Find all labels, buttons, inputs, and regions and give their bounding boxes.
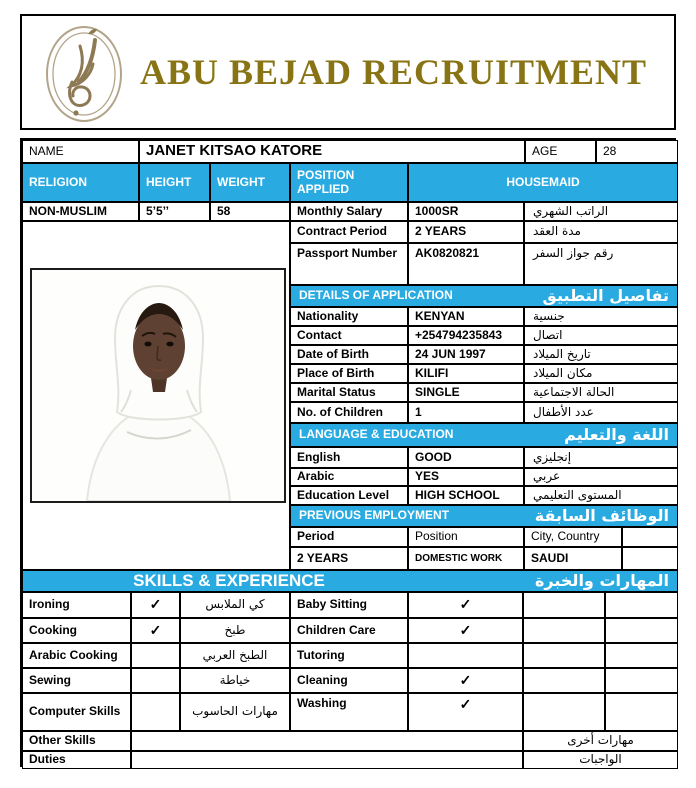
employment-section-bar: [290, 505, 678, 527]
other-skills-arabic: مهارات أخرى: [523, 731, 678, 751]
other-skills-label: Other Skills: [22, 731, 131, 751]
skill-left-checkmark: [131, 693, 180, 731]
education-level-value: HIGH SCHOOL: [408, 486, 524, 505]
place-of-birth-label: Place of Birth: [290, 364, 408, 383]
city-column-header: City, Country: [524, 527, 622, 547]
skill-right-label: Tutoring: [290, 643, 408, 668]
skill-right-label: Cleaning: [290, 668, 408, 693]
nationality-arabic: جنسية: [524, 307, 678, 326]
skill-right-checkmark: [408, 643, 523, 668]
employment-section-title-ar: الوظائف السابقة: [534, 506, 669, 526]
height-value: 5’5’’: [139, 202, 210, 221]
age-value: 28: [596, 140, 678, 163]
language-section-title-en: LANGUAGE & EDUCATION: [299, 427, 454, 442]
skill-empty-cell: [605, 668, 678, 693]
language-section-title-ar: اللغة والتعليم: [564, 425, 669, 445]
skill-right-label: Baby Sitting: [290, 592, 408, 618]
monthly-salary-label: Monthly Salary: [290, 202, 408, 221]
education-level-arabic: المستوى التعليمي: [524, 486, 678, 505]
applicant-photo: [30, 268, 286, 503]
contract-period-label: Contract Period: [290, 221, 408, 243]
date-of-birth-label: Date of Birth: [290, 345, 408, 364]
children-label: No. of Children: [290, 402, 408, 423]
english-arabic: إنجليزي: [524, 447, 678, 468]
nationality-value: KENYAN: [408, 307, 524, 326]
monthly-salary-value: 1000SR: [408, 202, 524, 221]
marital-status-arabic: الحالة الاجتماعية: [524, 383, 678, 402]
english-label: English: [290, 447, 408, 468]
place-of-birth-value: KILIFI: [408, 364, 524, 383]
skill-empty-cell: [523, 668, 605, 693]
date-of-birth-arabic: تاريخ الميلاد: [524, 345, 678, 364]
age-label: AGE: [525, 140, 596, 163]
skill-empty-cell: [605, 693, 678, 731]
religion-value: NON-MUSLIM: [22, 202, 139, 221]
religion-header: RELIGION: [22, 163, 139, 202]
contact-arabic: اتصال: [524, 326, 678, 345]
details-section-title-en: DETAILS OF APPLICATION: [299, 288, 453, 303]
skill-left-label: Arabic Cooking: [22, 643, 131, 668]
employment-section-title-en: PREVIOUS EMPLOYMENT: [299, 508, 450, 523]
passport-number-arabic: رقم جواز السفر: [524, 243, 678, 285]
skill-empty-cell: [523, 693, 605, 731]
skill-left-checkmark: ✓: [131, 618, 180, 643]
skill-empty-cell: [523, 592, 605, 618]
other-skills-value: [131, 731, 523, 751]
employment-period-value: 2 YEARS: [290, 547, 408, 570]
education-level-label: Education Level: [290, 486, 408, 505]
marital-status-label: Marital Status: [290, 383, 408, 402]
contact-value: +254794235843: [408, 326, 524, 345]
header: [20, 14, 676, 130]
name-value: JANET KITSAO KATORE: [139, 140, 525, 163]
skills-section-title-ar: المهارات والخبرة: [534, 571, 669, 591]
applicant-portrait-illustration: [32, 270, 284, 501]
skill-left-arabic: مهارات الحاسوب: [180, 693, 290, 731]
position-column-header: Position: [408, 527, 524, 547]
details-section-title-ar: تفاصيل التطبيق: [542, 286, 669, 306]
marital-status-value: SINGLE: [408, 383, 524, 402]
passport-number-value: AK0820821: [408, 243, 524, 285]
duties-value: [131, 751, 523, 769]
height-header: HEIGHT: [139, 163, 210, 202]
skill-right-label: Washing: [290, 693, 408, 731]
skill-left-arabic: الطبخ العربي: [180, 643, 290, 668]
weight-value: 58: [210, 202, 290, 221]
contract-period-arabic: مدة العقد: [524, 221, 678, 243]
skill-right-checkmark: ✓: [408, 592, 523, 618]
name-label: NAME: [22, 140, 139, 163]
company-title: ABU BEJAD RECRUITMENT: [140, 52, 648, 92]
skill-right-checkmark: ✓: [408, 693, 523, 731]
bio-data-table: [20, 138, 676, 767]
skill-empty-cell: [523, 643, 605, 668]
skill-right-checkmark: ✓: [408, 668, 523, 693]
children-arabic: عدد الأطفال: [524, 402, 678, 423]
position-applied-header: POSITION APPLIED: [290, 163, 408, 202]
skill-left-arabic: خياطة: [180, 668, 290, 693]
contact-label: Contact: [290, 326, 408, 345]
company-logo-icon: [38, 22, 130, 126]
skill-empty-cell: [605, 618, 678, 643]
employment-position-value: DOMESTIC WORK: [408, 547, 524, 570]
employment-header-empty-cell: [622, 527, 678, 547]
weight-header: WEIGHT: [210, 163, 290, 202]
skill-left-checkmark: [131, 668, 180, 693]
skills-section-bar: [22, 570, 678, 592]
skill-left-checkmark: ✓: [131, 592, 180, 618]
duties-arabic: الواجبات: [523, 751, 678, 769]
skill-empty-cell: [523, 618, 605, 643]
nationality-label: Nationality: [290, 307, 408, 326]
arabic-arabic: عربي: [524, 468, 678, 486]
monthly-salary-arabic: الراتب الشهري: [524, 202, 678, 221]
skill-empty-cell: [605, 592, 678, 618]
skill-left-arabic: طبخ: [180, 618, 290, 643]
contract-period-value: 2 YEARS: [408, 221, 524, 243]
children-value: 1: [408, 402, 524, 423]
skill-right-label: Children Care: [290, 618, 408, 643]
passport-number-label: Passport Number: [290, 243, 408, 285]
skill-right-checkmark: ✓: [408, 618, 523, 643]
language-section-bar: [290, 423, 678, 447]
skill-left-checkmark: [131, 643, 180, 668]
skills-section-title-en: SKILLS & EXPERIENCE: [133, 570, 325, 590]
employment-city-value: SAUDI: [524, 547, 622, 570]
details-section-bar: [290, 285, 678, 307]
skill-left-label: Ironing: [22, 592, 131, 618]
photo-cell: [22, 221, 290, 570]
skill-left-label: Computer Skills: [22, 693, 131, 731]
arabic-value: YES: [408, 468, 524, 486]
place-of-birth-arabic: مكان الميلاد: [524, 364, 678, 383]
skill-left-label: Sewing: [22, 668, 131, 693]
employment-row-empty-cell: [622, 547, 678, 570]
skill-empty-cell: [605, 643, 678, 668]
date-of-birth-value: 24 JUN 1997: [408, 345, 524, 364]
duties-label: Duties: [22, 751, 131, 769]
arabic-label: Arabic: [290, 468, 408, 486]
skill-left-arabic: كي الملابس: [180, 592, 290, 618]
skill-left-label: Cooking: [22, 618, 131, 643]
english-value: GOOD: [408, 447, 524, 468]
position-applied-value: HOUSEMAID: [408, 163, 678, 202]
period-column-header: Period: [290, 527, 408, 547]
